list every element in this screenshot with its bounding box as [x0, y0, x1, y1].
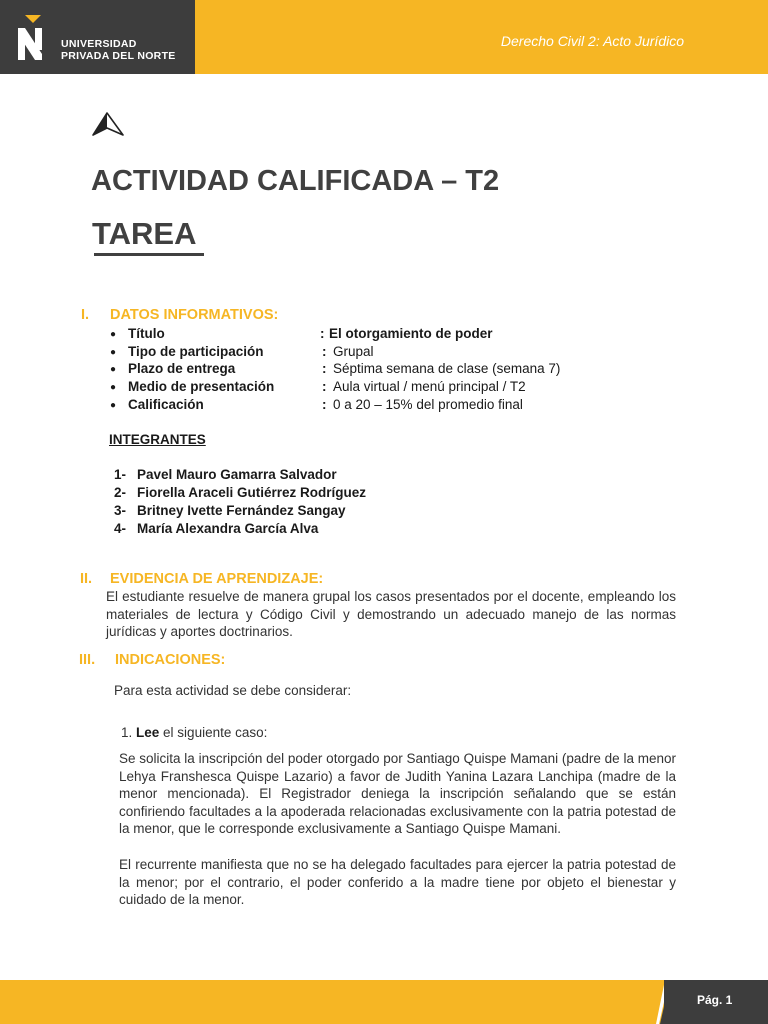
section-3-number: III.: [79, 652, 96, 668]
section-3-intro: Para esta actividad se debe considerar:: [114, 683, 352, 698]
member-name: Britney Ivette Fernández Sangay: [137, 503, 346, 518]
member-item: [114, 467, 337, 482]
bullet-icon: ●: [110, 382, 117, 393]
info-value: El otorgamiento de poder: [329, 326, 493, 341]
member-item: [114, 485, 366, 500]
info-colon: :: [322, 361, 327, 376]
bullet-icon: ●: [110, 364, 117, 375]
section-1-heading: DATOS INFORMATIVOS:: [110, 307, 279, 323]
members-heading: INTEGRANTES: [109, 432, 206, 447]
member-name: Pavel Mauro Gamarra Salvador: [137, 467, 337, 482]
info-colon: :: [322, 379, 327, 394]
logo-line-1: UNIVERSIDAD: [61, 38, 137, 50]
page-footer: [0, 980, 768, 1024]
bullet-icon: ●: [110, 347, 117, 358]
info-label: Medio de presentación: [128, 379, 275, 394]
member-item: [114, 521, 318, 536]
member-name: Fiorella Araceli Gutiérrez Rodríguez: [137, 485, 367, 500]
member-number: 4-: [114, 521, 127, 536]
info-label: Tipo de participación: [128, 344, 264, 359]
section-2-text: El estudiante resuelve de manera grupal los casos presentados por el docente, empleando los materiales de lectura y Código Civil y demostrando un adecuado manejo de las normas jurídicas y aportes doctrinarios.: [106, 589, 676, 639]
navigation-arrow-icon: [91, 111, 125, 139]
section-2-heading: EVIDENCIA DE APRENDIZAJE:: [110, 571, 324, 587]
step-verb: Lee: [136, 725, 160, 740]
member-item: [114, 503, 346, 518]
case-paragraph-2: El recurrente manifiesta que no se ha delegado facultades para ejercer la patria potestad de la menor; por el contrario, el poder conferido a la madre tiene por objeto el bienestar y cuidado de la menor.: [119, 857, 676, 907]
bullet-icon: ●: [110, 400, 117, 411]
document-title: ACTIVIDAD CALIFICADA – T2: [91, 165, 500, 197]
step-number: 1.: [121, 725, 133, 740]
info-value: Aula virtual / menú principal / T2: [333, 379, 526, 394]
section-3-heading: INDICACIONES:: [115, 652, 226, 668]
page-header: [0, 0, 768, 74]
info-label: Plazo de entrega: [128, 361, 236, 376]
member-number: 2-: [114, 485, 127, 500]
info-colon: :: [320, 326, 325, 341]
member-number: 1-: [114, 467, 127, 482]
info-value: 0 a 20 – 15% del promedio final: [333, 397, 523, 412]
logo-line-2: PRIVADA DEL NORTE: [61, 50, 176, 62]
info-value: Séptima semana de clase (semana 7): [333, 361, 561, 376]
course-name: Derecho Civil 2: Acto Jurídico: [500, 33, 684, 49]
info-value: Grupal: [333, 344, 374, 359]
section-1-number: I.: [81, 307, 90, 323]
logo-wordmark: [61, 38, 176, 62]
upn-logo-icon: [16, 14, 50, 62]
university-logo: [0, 0, 195, 74]
info-colon: :: [322, 344, 327, 359]
subtitle-underline: [94, 253, 204, 256]
info-colon: :: [322, 397, 327, 412]
section-2-number: II.: [80, 571, 93, 587]
member-name: María Alexandra García Alva: [137, 521, 319, 536]
info-label: Título: [128, 326, 165, 341]
step-1: [121, 724, 267, 742]
case-paragraph-1: Se solicita la inscripción del poder otorgado por Santiago Quispe Mamani (padre de la menor Lehya Franshesca Quispe Lazario) a favor de Judith Yanina Lazara Lanchipa (madre de la menor mencionada). El Registrador deniega la inscripción señalando que se están confiriendo facultades a la apoderada relacionadas exclusivamente con la patria potestad de la menor, que le corresponde exclusivamente a Santiago Quispe Mamani.: [119, 751, 676, 836]
step-text: el siguiente caso:: [159, 725, 268, 740]
info-label: Calificación: [128, 397, 204, 412]
page-number: Pág. 1: [697, 993, 733, 1007]
document-subtitle: TAREA: [92, 216, 197, 251]
member-number: 3-: [114, 503, 127, 518]
bullet-icon: ●: [110, 329, 117, 340]
